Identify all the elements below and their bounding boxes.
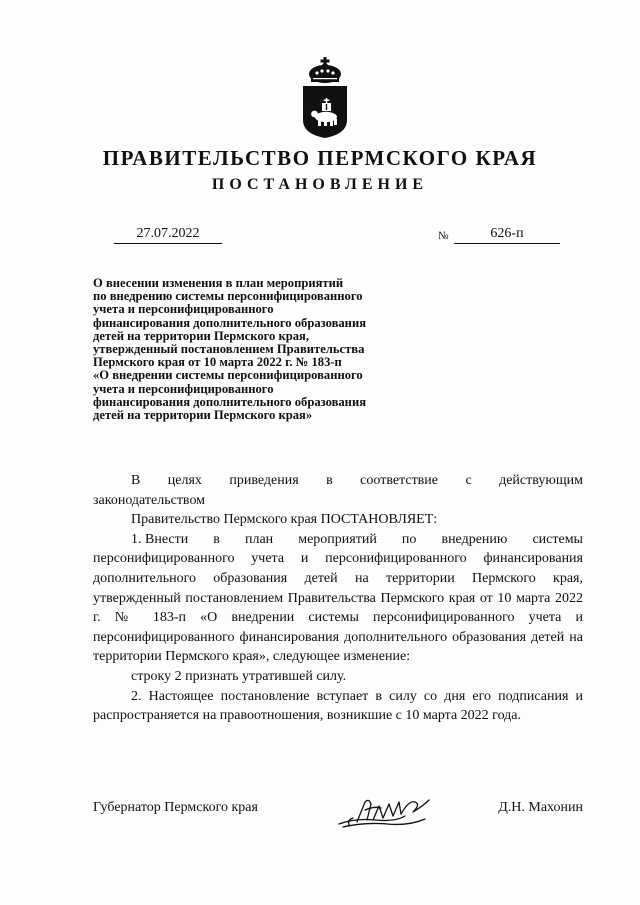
document-number: 626-п [454,226,560,244]
intro-paragraph-line [93,471,583,491]
item1-word: внедрению [441,531,508,547]
intro-word: с [465,473,472,488]
subject-line: О внесении изменения в план мероприятий [93,276,344,290]
intro-word: в [326,473,333,488]
intro-word: целях [167,473,202,488]
subject-line: финансирования дополнительного образования [93,394,367,409]
number-label: № [438,230,449,242]
subject-line: по внедрению системы персонифицированного [93,289,363,304]
item1-word: план [244,531,274,547]
handwritten-signature [335,794,435,830]
intro-word: В [131,473,141,488]
subject-line: Пермского края от 10 марта 2022 г. № 183-п [93,355,342,370]
document-type-title: ПОСТАНОВЛЕНИЕ [211,176,429,193]
item1-change: строку 2 признать утратившей силу. [131,668,347,684]
signer-name: Д.Н. Махонин [498,800,583,815]
coat-of-arms-emblem [300,54,350,140]
document-subject [93,277,433,422]
signer-position: Губернатор Пермского края [93,800,258,815]
subject-line: учета и персонифицированного [93,381,274,396]
government-title: ПРАВИТЕЛЬСТВО ПЕРМСКОГО КРАЯ [102,146,538,170]
intro-word: действующим [499,473,583,488]
intro-paragraph-end: законодательством [93,492,206,508]
item1-paragraph: персонифицированного учета и персонифицированного финансирования дополнительного образования детей на территории Пермского края, утвержденный постановлением Правительства Пермского края от 10 марта 2022 г. № 183-п «О внедрении системы персонифицированного учета и персонифицированного финансирования дополнительного образования детей на территории Пермского края», следующее изменение: [93,551,583,665]
subject-line: учета и персонифицированного [93,302,274,317]
item1-word: в [213,531,220,547]
document-date: 27.07.2022 [114,226,222,244]
item1-word: системы [532,531,583,547]
item2-paragraph: 2. Настоящее постановление вступает в силу со дня его подписания и распространяется на правоотношения, возникшие с 10 марта 2022 года. [93,688,583,724]
subject-line: детей на территории Пермского края, [93,328,309,343]
item1-first-line [93,530,583,550]
subject-line: детей на территории Пермского края» [93,408,313,423]
intro-word: приведения [229,473,299,488]
decree-paragraph: Правительство Пермского края ПОСТАНОВЛЯЕТ: [131,512,438,528]
item1-word: по [401,531,417,547]
item1-word: мероприятий [298,531,377,547]
item1-word: 1. Внести [131,531,189,547]
document-body [93,471,583,726]
subject-line: утвержденный постановлением Правительства [93,342,365,357]
subject-line: финансирования дополнительного образования [93,315,367,330]
subject-line: «О внедрении системы персонифицированного [93,368,363,383]
intro-word: соответствие [360,473,438,488]
